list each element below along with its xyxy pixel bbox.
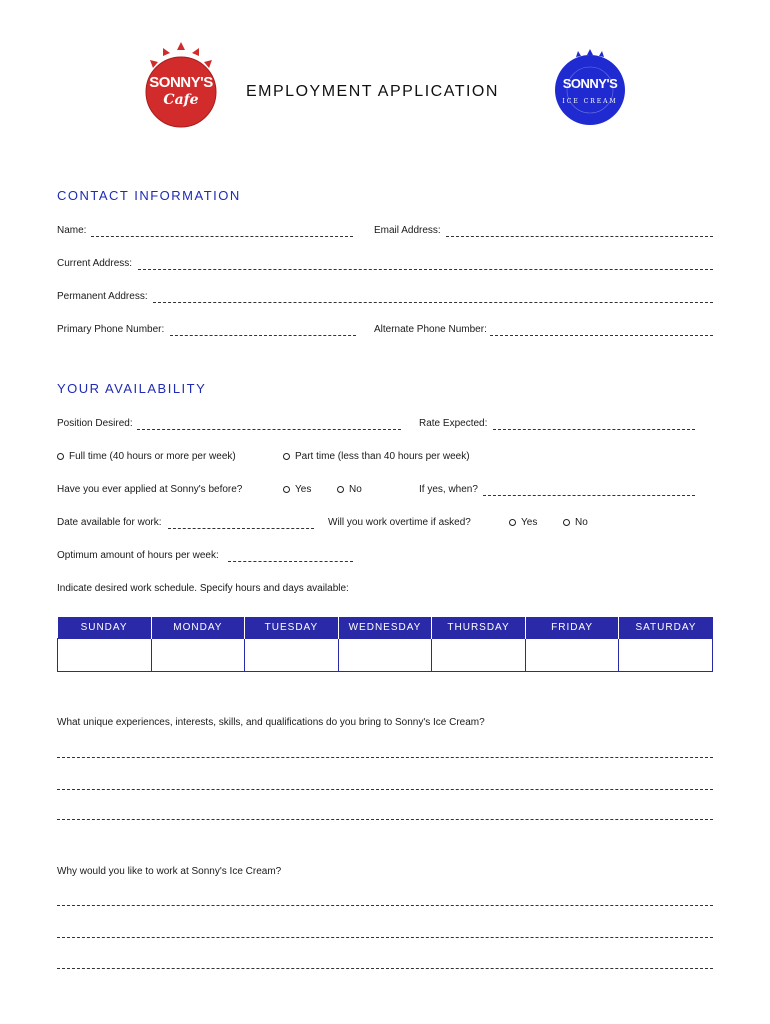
optimum-hours-label: Optimum amount of hours per week:: [57, 550, 219, 561]
logo-left-line1: SONNY'S: [149, 74, 213, 91]
question-experiences: What unique experiences, interests, skills, and qualifications do you bring to Sonny's Ice Cream?: [57, 717, 485, 728]
current-address-label: Current Address:: [57, 258, 133, 269]
day-thursday: THURSDAY: [432, 617, 526, 639]
answer-experiences-line-1[interactable]: [57, 757, 713, 758]
part-time-radio[interactable]: [283, 453, 290, 460]
thursday-hours-cell[interactable]: [432, 639, 526, 672]
rate-expected-label: Rate Expected:: [419, 418, 488, 429]
permanent-address-field[interactable]: [153, 302, 713, 303]
page-title: EMPLOYMENT APPLICATION: [246, 83, 499, 100]
position-desired-field[interactable]: [137, 429, 401, 430]
applied-yes-label: Yes: [295, 484, 312, 495]
primary-phone-field[interactable]: [170, 335, 356, 336]
wednesday-hours-cell[interactable]: [338, 639, 432, 672]
schedule-table: [57, 617, 713, 672]
tuesday-hours-cell[interactable]: [245, 639, 339, 672]
answer-experiences-line-2[interactable]: [57, 789, 713, 790]
logo-left-line2: Cafe: [163, 92, 199, 108]
day-friday: FRIDAY: [525, 617, 619, 639]
overtime-no-radio[interactable]: [563, 519, 570, 526]
current-address-field[interactable]: [138, 269, 713, 270]
answer-why-work-line-2[interactable]: [57, 937, 713, 938]
sonnys-cafe-logo: [141, 40, 221, 130]
rate-expected-field[interactable]: [493, 429, 695, 430]
full-time-label: Full time (40 hours or more per week): [69, 451, 236, 462]
schedule-header-row: [58, 617, 713, 639]
if-yes-when-label: If yes, when?: [419, 484, 478, 495]
availability-section-title: YOUR AVAILABILITY: [57, 381, 207, 396]
part-time-label: Part time (less than 40 hours per week): [295, 451, 470, 462]
answer-why-work-line-1[interactable]: [57, 905, 713, 906]
applied-no-label: No: [349, 484, 362, 495]
email-label: Email Address:: [374, 225, 441, 236]
alternate-phone-field[interactable]: [490, 335, 713, 336]
day-tuesday: TUESDAY: [245, 617, 339, 639]
primary-phone-label: Primary Phone Number:: [57, 324, 165, 335]
permanent-address-label: Permanent Address:: [57, 291, 148, 302]
answer-experiences-line-3[interactable]: [57, 819, 713, 820]
email-field[interactable]: [446, 236, 713, 237]
schedule-instruction: Indicate desired work schedule. Specify hours and days available:: [57, 583, 349, 594]
date-available-field[interactable]: [168, 528, 314, 529]
logo-right-ring-text: ICE CREAM: [562, 98, 618, 105]
name-field[interactable]: [91, 236, 353, 237]
if-yes-when-field[interactable]: [483, 495, 695, 496]
day-wednesday: WEDNESDAY: [338, 617, 432, 639]
logo-right-line1: SONNY'S: [562, 76, 618, 91]
contact-section-title: CONTACT INFORMATION: [57, 188, 241, 203]
position-desired-label: Position Desired:: [57, 418, 133, 429]
optimum-hours-field[interactable]: [228, 561, 353, 562]
day-sunday: SUNDAY: [58, 617, 152, 639]
friday-hours-cell[interactable]: [525, 639, 619, 672]
monday-hours-cell[interactable]: [151, 639, 245, 672]
overtime-yes-label: Yes: [521, 517, 538, 528]
date-available-label: Date available for work:: [57, 517, 162, 528]
day-monday: MONDAY: [151, 617, 245, 639]
name-label: Name:: [57, 225, 87, 236]
applied-no-radio[interactable]: [337, 486, 344, 493]
day-saturday: SATURDAY: [619, 617, 713, 639]
full-time-radio[interactable]: [57, 453, 64, 460]
saturday-hours-cell[interactable]: [619, 639, 713, 672]
sonnys-ice-cream-logo: [553, 48, 627, 126]
schedule-input-row: [58, 639, 713, 672]
overtime-label: Will you work overtime if asked?: [328, 517, 471, 528]
question-why-work: Why would you like to work at Sonny's Ice Cream?: [57, 866, 282, 877]
applied-before-label: Have you ever applied at Sonny's before?: [57, 484, 243, 495]
applied-yes-radio[interactable]: [283, 486, 290, 493]
sunday-hours-cell[interactable]: [58, 639, 152, 672]
overtime-no-label: No: [575, 517, 588, 528]
overtime-yes-radio[interactable]: [509, 519, 516, 526]
answer-why-work-line-3[interactable]: [57, 968, 713, 969]
alternate-phone-label: Alternate Phone Number:: [374, 324, 487, 335]
